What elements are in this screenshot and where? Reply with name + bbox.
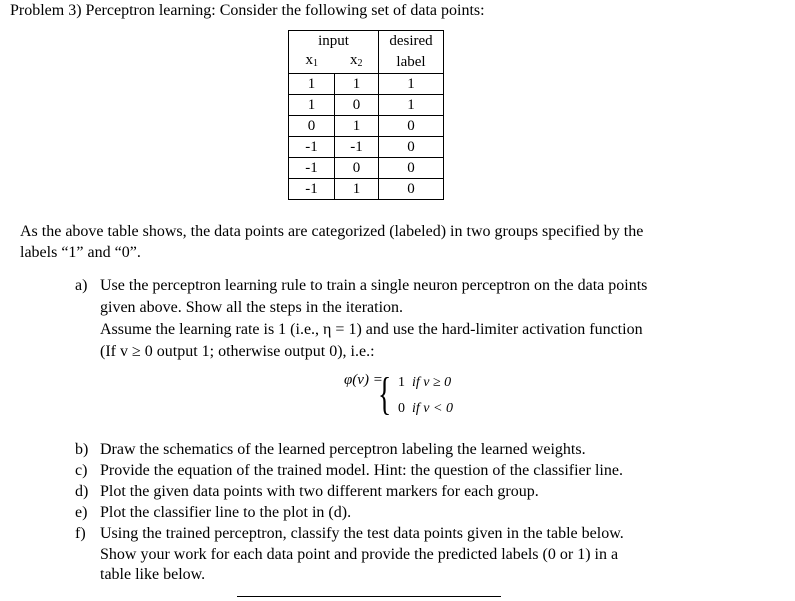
part-a-line-2: given above. Show all the steps in the iteration.	[100, 299, 404, 316]
activation-formula-lhs: φ(v) =	[344, 372, 383, 388]
cell-label: 0	[379, 179, 444, 200]
cell-x2: 1	[335, 74, 379, 95]
table-row	[289, 116, 444, 137]
cell-x1: -1	[289, 158, 335, 179]
part-a-line-1: Use the perceptron learning rule to train a single neuron perceptron on the data points	[100, 277, 648, 294]
part-b-marker: b)	[75, 441, 89, 458]
part-e-marker: e)	[75, 504, 88, 521]
problem-title: Problem 3) Perceptron learning: Consider the following set of data points:	[10, 2, 485, 19]
cell-x1: -1	[289, 137, 335, 158]
header-desired: desired	[379, 31, 444, 52]
intro-line-2: labels “1” and “0”.	[20, 244, 141, 261]
part-a-marker: a)	[75, 277, 88, 294]
table-row	[289, 74, 444, 95]
table-top-rule	[237, 596, 501, 597]
part-a-line-3: Assume the learning rate is 1 (i.e., η = 1) and use the hard-limiter activation function	[100, 321, 643, 338]
header-x2: $x_2$	[335, 51, 379, 74]
part-b-text: Draw the schematics of the learned perceptron labeling the learned weights.	[100, 441, 586, 458]
cell-x1: -1	[289, 179, 335, 200]
cell-label: 1	[379, 74, 444, 95]
part-d-text: Plot the given data points with two different markers for each group.	[100, 483, 539, 500]
cell-x2: 0	[335, 95, 379, 116]
formula-case-1: 1 if v ≥ 0	[398, 375, 452, 390]
table-row	[289, 137, 444, 158]
header-x1: $x_1$	[289, 51, 335, 74]
header-input: input	[289, 31, 379, 52]
cell-x2: 0	[335, 158, 379, 179]
table-row	[289, 95, 444, 116]
cell-label: 1	[379, 95, 444, 116]
cell-x2: 1	[335, 116, 379, 137]
intro-line-1: As the above table shows, the data points are categorized (labeled) in two groups specified by the	[20, 223, 644, 240]
formula-case-2: 0 if v < 0	[398, 401, 453, 416]
cell-label: 0	[379, 116, 444, 137]
part-f-text: Using the trained perceptron, classify the test data points given in the table below.	[100, 525, 624, 542]
data-points-table	[288, 30, 444, 200]
table-row	[289, 158, 444, 179]
cell-x1: 1	[289, 74, 335, 95]
part-f-marker: f)	[75, 525, 86, 542]
cell-x1: 0	[289, 116, 335, 137]
part-d-marker: d)	[75, 483, 89, 500]
header-label: label	[379, 51, 444, 74]
part-c-text: Provide the equation of the trained model. Hint: the question of the classifier line.	[100, 462, 623, 479]
part-c-marker: c)	[75, 462, 88, 479]
table-row	[289, 179, 444, 200]
part-f-cont-1: Show your work for each data point and provide the predicted labels (0 or 1) in a	[100, 546, 619, 563]
cell-label: 0	[379, 137, 444, 158]
cell-x2: 1	[335, 179, 379, 200]
cell-x2: -1	[335, 137, 379, 158]
brace-icon: {	[378, 368, 392, 419]
part-f-cont-2: table like below.	[100, 566, 206, 583]
part-e-text: Plot the classifier line to the plot in (d).	[100, 504, 352, 521]
cell-x1: 1	[289, 95, 335, 116]
cell-label: 0	[379, 158, 444, 179]
part-a-line-4: (If v ≥ 0 output 1; otherwise output 0), i.e.:	[100, 343, 375, 360]
